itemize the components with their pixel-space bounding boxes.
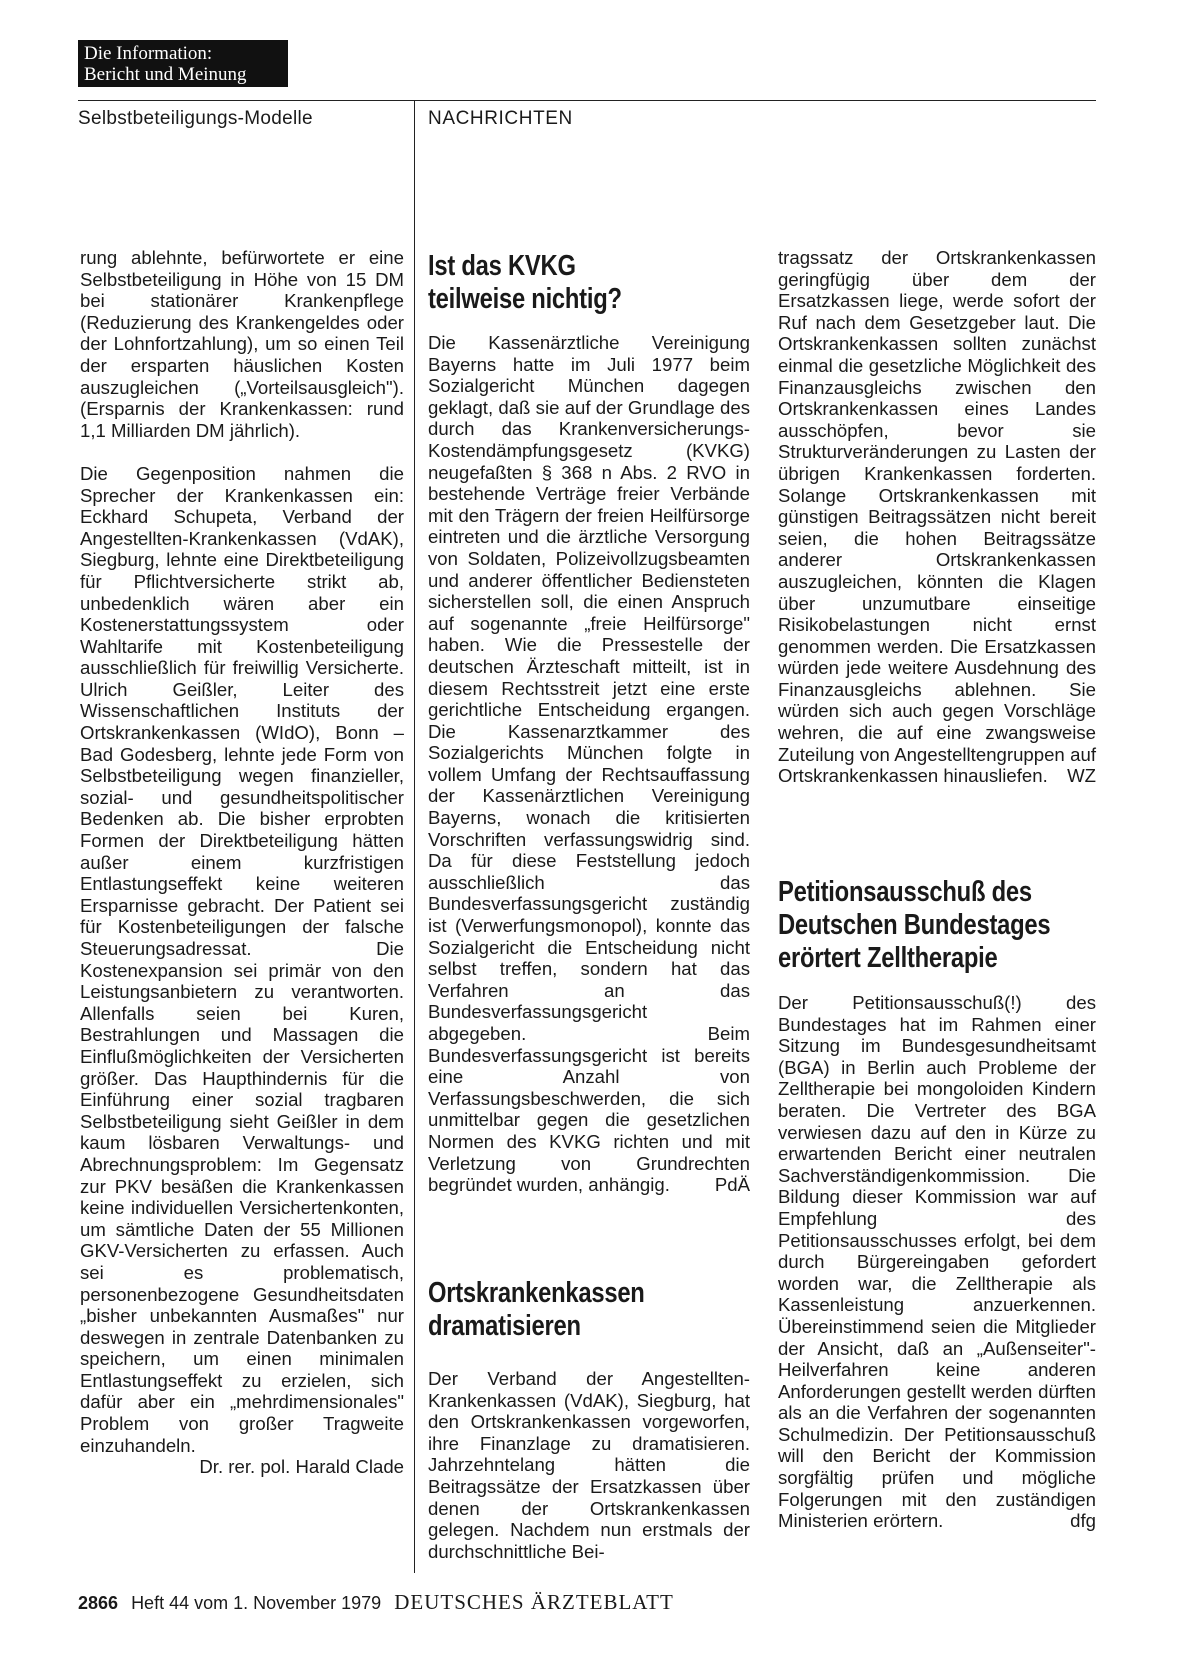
author-byline: Dr. rer. pol. Harald Clade <box>199 1456 404 1478</box>
article-byline: WZ <box>1067 765 1096 787</box>
article-byline: dfg <box>1070 1510 1096 1532</box>
page-footer <box>78 1590 674 1615</box>
headline-line: erörtert Zelltherapie <box>778 942 998 974</box>
section-badge <box>78 40 288 87</box>
badge-line-1: Die Information: <box>84 43 213 64</box>
issue-info: Heft 44 vom 1. November 1979 <box>131 1593 382 1613</box>
article-byline: PdÄ <box>714 1174 750 1196</box>
headline-kvkg <box>428 250 622 316</box>
page-number: 2866 <box>78 1593 119 1613</box>
section-title-left: Selbstbeteiligungs-Modelle <box>78 108 313 129</box>
paragraph: Die Kassenärztliche Vereinigung Bayerns hatte im Juli 1977 beim Sozialgericht München dagegen geklagt, daß sie auf der Grundlage des durch das Krankenversicherungs-Kostendämpfungsgesetz (KVKG) neugefaßten § 368 n Abs. 2 RVO in bestehende Verträge freier Verbände mit den Trägern der freien Heilfürsorge eintreten und die ärztliche Versorgung von Soldaten, Polizeivollzugsbeamten und anderer öffentlicher Bediensteten sicherstellen soll, die einen Anspruch auf sogenannte „freie Heilfürsorge" haben. Wie die Pressestelle der deutschen Ärzteschaft mitteilt, ist in diesem Rechtsstreit jetzt eine erste gerichtliche Entscheidung ergangen. Die Kassenarztkammer des Sozialgerichts München folgte in vollem Umfang der Rechtsauffassung der Kassenärztlichen Vereinigung Bayerns, wonach die kritisierten Vorschriften verfassungswidrig sind. Da für diese Feststellung jedoch ausschließlich das Bundesverfassungsgericht zuständig ist (Verwerfungsmonopol), konnte das Sozialgericht die Entscheidung nicht selbst treffen, sondern hat das Verfahren an das Bundesverfassungsgericht abgegeben. Beim Bundesverfassungsgericht ist bereits eine Anzahl von Verfassungsbeschwerden, die sich unmittelbar gegen die gesetzlichen Normen des KVKG richten und mit Verletzung von Grundrechten begründet wurden, anhängig. <box>428 332 750 1196</box>
headline-line: Ist das KVKG <box>428 250 576 282</box>
article-ortskrankenkassen-body: Der Verband der Angestellten-Krankenkassen (VdAK), Siegburg, hat den Ortskrankenkassen vorgeworfen, ihre Finanzlage zu dramatisieren. Jahrzehntelang hätten die Beitragssätze der Ersatzkassen über denen der Ortskrankenkassen gelegen. Nachdem nun erstmals der durchschnittliche Bei- <box>428 1368 750 1562</box>
paragraph: Die Gegenposition nahmen die Sprecher der Krankenkassen ein: Eckhard Schupeta, Verband der Angestellten-Krankenkassen (VdAK), Siegburg, lehnte eine Direktbeteiligung für Pflichtversicherte strikt ab, unbedenklich wären aber ein Kostenerstattungssystem oder Wahltarife mit Kostenbeteiligung ausschließlich für freiwillig Versicherte. Ulrich Geißler, Leiter des Wissenschaftlichen Instituts der Ortskrankenkassen (WIdO), Bonn – Bad Godesberg, lehnte jede Form von Selbstbeteiligung wegen finanzieller, sozial- und gesundheitspolitischer Bedenken ab. Die bisher erprobten Formen der Direktbeteiligung hätten außer einem kurzfristigen Entlastungseffekt keine weiteren Ersparnisse gebracht. Der Patient sei für Kostenbeteiligungen der falsche Steuerungsadressat. Die Kostenexpansion sei primär von den Leistungsanbietern zu verantworten. Allenfalls seien bei Kuren, Bestrahlungen und Massagen die Einflußmöglichkeiten der Versicherten größer. Das Haupthindernis für die Einführung einer sozial tragbaren Selbstbeteiligung sieht Geißler in dem kaum lösbaren Verwaltungs- und Abrechnungsproblem: Im Gegensatz zur PKV besäßen die Krankenkassen keine individuellen Versichertenkonten, um sämtliche Daten der 55 Millionen GKV-Versicherten zu erfassen. Auch sei es problematisch, personenbezogene Gesundheitsdaten „bisher unbekannten Ausmaßes" nur deswegen in zentrale Datenbanken zu speichern, um einen minimalen Entlastungseffekt zu erzielen, sich dafür aber ein „mehrdimensionales" Problem von großer Tragweite einzuhandeln. <box>80 462 404 1456</box>
headline-line: Ortskrankenkassen <box>428 1277 645 1309</box>
header-rule <box>78 100 1096 101</box>
paragraph: rung ablehnte, befürwortete er eine Selbstbeteiligung in Höhe von 15 DM bei stationärer Krankenpflege (Reduzierung des Krankengeldes oder der Lohnfortzahlung), um so einen Teil der ersparten häuslichen Kosten auszugleichen („Vorteilsausgleich"). (Ersparnis der Krankenkassen: rund 1,1 Milliarden DM jährlich). <box>80 247 404 441</box>
column-divider <box>414 100 415 1573</box>
headline-line: dramatisieren <box>428 1310 581 1342</box>
article-ortskrankenkassen-continued <box>778 247 1096 787</box>
article-kvkg-body <box>428 332 750 1196</box>
paragraph: tragssatz der Ortskrankenkassen geringfügig über dem der Ersatzkassen liege, werde sofort der Ruf nach dem Gesetzgeber laut. Die Ortskrankenkassen sollten zunächst einmal die gesetzliche Möglichkeit des Finanzausgleichs zwischen den Ortskrankenkassen eines Landes ausschöpfen, bevor sie Strukturveränderungen zu Lasten der übrigen Krankenkassen forderten. Solange Ortskrankenkassen mit günstigen Beitragssätzen nicht bereit seien, die hohen Beitragssätze anderer Ortskrankenkassen auszugleichen, könnten die Klagen über unzumutbare einseitige Risikobelastungen nicht ernst genommen werden. Die Ersatzkassen würden jede weitere Ausdehnung des Finanzausgleichs ablehnen. Sie würden sich auch gegen Vorschläge wehren, die auf eine zwangsweise Zuteilung von Angestelltengruppen auf Ortskrankenkassen hinausliefen. <box>778 247 1096 787</box>
headline-petitionsausschuss <box>778 876 1050 975</box>
headline-line: teilweise nichtig? <box>428 283 622 315</box>
headline-ortskrankenkassen <box>428 1277 645 1343</box>
article-petitionsausschuss-body <box>778 992 1096 1532</box>
section-title-right: NACHRICHTEN <box>428 108 573 129</box>
magazine-name: DEUTSCHES ÄRZTEBLATT <box>394 1590 674 1614</box>
badge-line-2: Bericht und Meinung <box>84 64 247 85</box>
column-left <box>80 247 404 1478</box>
headline-line: Deutschen Bundestages <box>778 909 1051 941</box>
headline-line: Petitionsausschuß des <box>778 876 1032 908</box>
paragraph: Der Petitionsausschuß(!) des Bundestages hat im Rahmen einer Sitzung im Bundesgesundheitsamt (BGA) in Berlin auch Probleme der Zelltherapie bei mongoloiden Kindern beraten. Die Vertreter des BGA verwiesen dazu auf den in Kürze zu erwartenden Bericht einer neutralen Sachverständigenkommission. Die Bildung dieser Kommission war auf Empfehlung des Petitionsausschusses erfolgt, bei dem durch Bürgereingaben gefordert worden war, die Zelltherapie als Kassenleistung anzuerkennen. Übereinstimmend seien die Mitglieder der Ansicht, daß an „Außenseiter"-Heilverfahren keine anderen Anforderungen gestellt werden dürften als an die Verfahren der sogenannten Schulmedizin. Der Petitionsausschuß will den Bericht der Kommission sorgfältig prüfen und mögliche Folgerungen mit den zuständigen Ministerien erörtern. <box>778 992 1096 1532</box>
